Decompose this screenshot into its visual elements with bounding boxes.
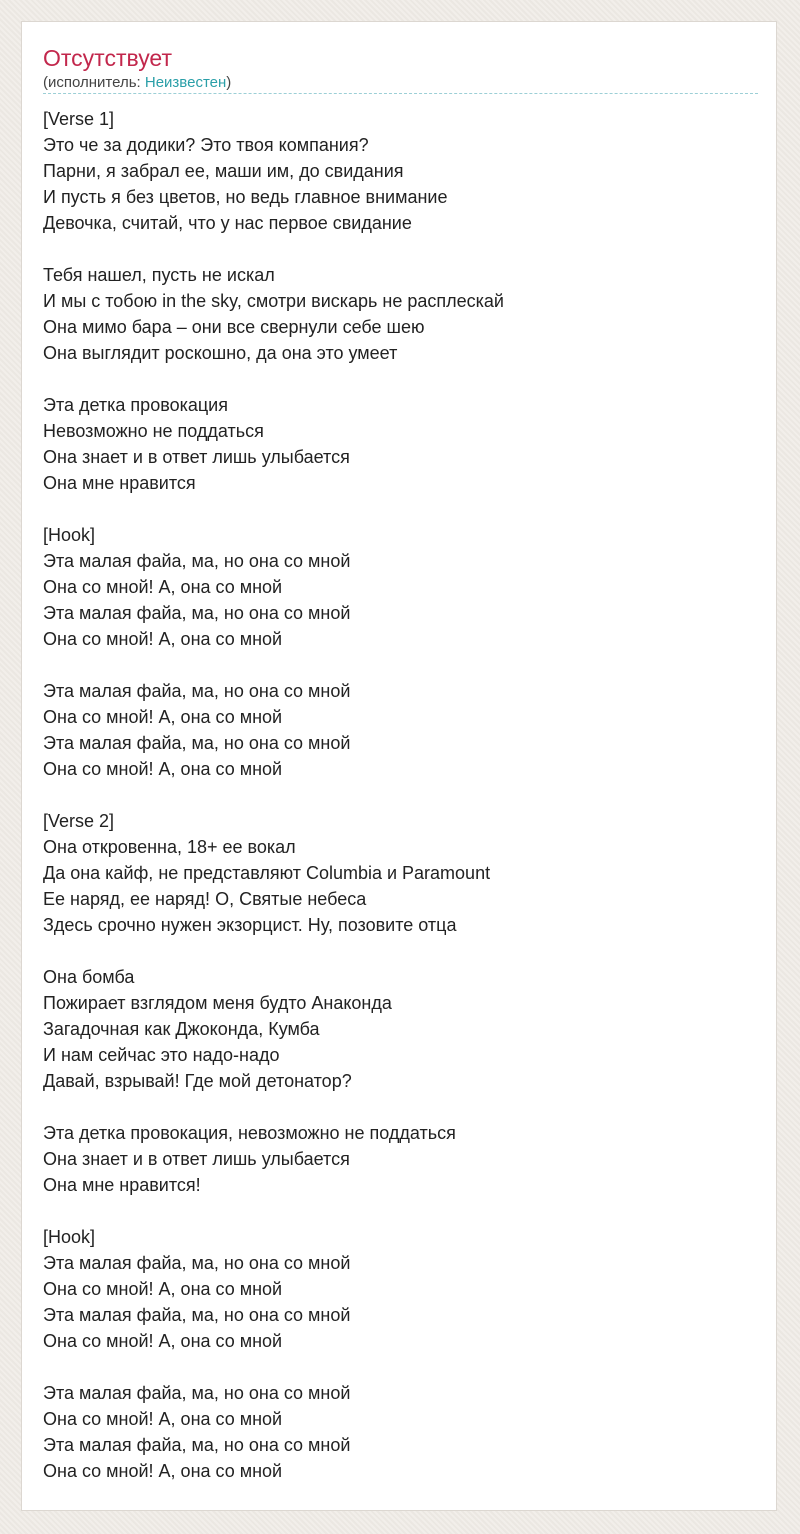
lyric-line: Эта малая файа, ма, но она со мной	[43, 603, 351, 623]
lyric-line: Тебя нашел, пусть не искал	[43, 265, 275, 285]
lyric-line: Она знает и в ответ лишь улыбается	[43, 447, 350, 467]
lyric-line: Ее наряд, ее наряд! О, Святые небеса	[43, 889, 367, 909]
title-divider	[43, 93, 758, 94]
artist-line	[43, 73, 231, 93]
artist-prefix: (исполнитель:	[43, 74, 145, 91]
lyric-line: Парни, я забрал ее, маши им, до свидания	[43, 161, 404, 181]
lyric-line: [Verse 1]	[43, 109, 115, 129]
lyric-line: Она со мной! А, она со мной	[43, 577, 283, 597]
lyric-line: Она со мной! А, она со мной	[43, 1331, 283, 1351]
lyric-line: Она бомба	[43, 967, 135, 987]
artist-suffix: )	[226, 74, 232, 91]
lyric-line: Она со мной! А, она со мной	[43, 1409, 283, 1429]
lyric-line: Пожирает взглядом меня будто Анаконда	[43, 993, 392, 1013]
lyric-line: Загадочная как Джоконда, Кумба	[43, 1019, 320, 1039]
lyric-line: Она откровенна, 18+ ее вокал	[43, 837, 296, 857]
lyric-line: Она знает и в ответ лишь улыбается	[43, 1149, 350, 1169]
lyrics-card	[21, 21, 777, 1511]
lyric-line: Она со мной! А, она со мной	[43, 707, 283, 727]
lyric-line: Она мне нравится	[43, 473, 196, 493]
lyric-line	[43, 496, 763, 522]
lyric-line: Она мне нравится!	[43, 1175, 201, 1195]
lyric-line: Она мимо бара – они все свернули себе шею	[43, 317, 425, 337]
lyric-line	[43, 938, 763, 964]
lyric-line: Невозможно не поддаться	[43, 421, 264, 441]
lyric-line: Эта малая файа, ма, но она со мной	[43, 1253, 351, 1273]
lyric-line: Она со мной! А, она со мной	[43, 1279, 283, 1299]
artist-link[interactable]: Неизвестен	[144, 74, 227, 91]
lyric-line: Эта малая файа, ма, но она со мной	[43, 681, 351, 701]
lyric-line	[43, 1354, 763, 1380]
lyric-line: Эта малая файа, ма, но она со мной	[43, 1305, 351, 1325]
lyric-line	[43, 782, 763, 808]
lyric-line: [Hook]	[43, 525, 96, 545]
lyric-line	[43, 652, 763, 678]
lyric-line: И пусть я без цветов, но ведь главное внимание	[43, 187, 448, 207]
lyric-line	[43, 236, 763, 262]
lyric-line: И мы с тобою in the sky, смотри вискарь не расплескай	[43, 291, 504, 311]
lyric-line: Девочка, считай, что у нас первое свидание	[43, 213, 412, 233]
lyric-line: Она со мной! А, она со мной	[43, 759, 283, 779]
lyric-line	[43, 366, 763, 392]
lyric-line: [Verse 2]	[43, 811, 115, 831]
lyric-line: Она со мной! А, она со мной	[43, 1461, 283, 1481]
lyric-line: Она со мной! А, она со мной	[43, 629, 283, 649]
lyric-line: Эта малая файа, ма, но она со мной	[43, 733, 351, 753]
lyric-line: Эта детка провокация, невозможно не поддаться	[43, 1123, 456, 1143]
lyric-line	[43, 1198, 763, 1224]
lyric-line: Да она кайф, не представляют Columbia и Paramount	[43, 863, 491, 883]
lyric-line: Эта малая файа, ма, но она со мной	[43, 1435, 351, 1455]
lyric-line: Эта малая файа, ма, но она со мной	[43, 551, 351, 571]
lyric-line: Здесь срочно нужен экзорцист. Ну, позовите отца	[43, 915, 457, 935]
song-title: Отсутствует	[43, 45, 172, 71]
lyric-line: Это че за додики? Это твоя компания?	[43, 135, 369, 155]
lyric-line: Эта детка провокация	[43, 395, 228, 415]
lyric-line: Она выглядит роскошно, да она это умеет	[43, 343, 398, 363]
lyrics-text	[43, 106, 763, 1484]
lyric-line: [Hook]	[43, 1227, 96, 1247]
lyric-line	[43, 1094, 763, 1120]
lyric-line: И нам сейчас это надо-надо	[43, 1045, 280, 1065]
lyric-line: Давай, взрывай! Где мой детонатор?	[43, 1071, 352, 1091]
lyric-line: Эта малая файа, ма, но она со мной	[43, 1383, 351, 1403]
